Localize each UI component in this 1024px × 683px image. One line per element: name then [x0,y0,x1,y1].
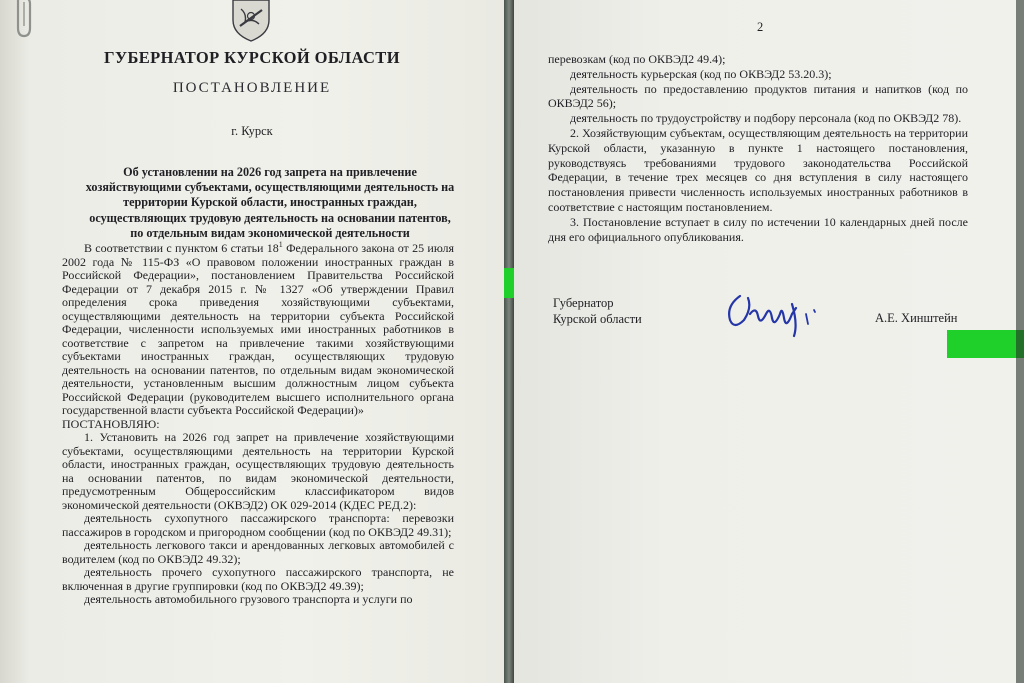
handwritten-signature [722,284,832,339]
signatory-title-line-1: Губернатор [553,296,614,310]
preamble-paragraph [62,238,454,418]
activity-item: деятельность легкового такси и арендованных легковых автомобилей с водителем (код по ОКВЭД2 49.32); [62,538,454,566]
city-label: г. Курск [231,124,273,138]
document-title: Об установлении на 2026 год запрета на привлечение хозяйствующими субъектами, осуществляющими деятельность на территории Курской области, иностранных граждан, осуществляющих трудовую деятельность на основании патентов, по отдельным видам экономической деятельности [85,165,455,240]
signatory-title-line-2: Курской области [553,311,642,326]
activity-item: деятельность прочего сухопутного пассажирского транспорта, не включенная в другие группировки (код по ОКВЭД2 49.39); [62,565,454,593]
item-2-paragraph: 2. Хозяйствующим субъектам, осуществляющим деятельность на территории Курской области, указанную в пункте 1 настоящего постановления, руководствуясь требованиями трудового законодательства Российской Федерации, в течение трех месяцев со дня вступления в силу настоящего постановления привести численность используемых иностранных работников в соответствие с настоящим постановлением. [548,125,968,214]
green-tab-marker [947,330,1024,358]
item-3-paragraph: 3. Постановление вступает в силу по истечении 10 календарных дней после дня его официального опубликования. [548,214,968,244]
document-page-1 [0,0,504,683]
activity-item: деятельность автомобильного грузового транспорта и услуги по [84,592,413,606]
activity-item: деятельность по трудоустройству и подбору персонала (код по ОКВЭД2 78). [570,111,962,126]
activity-item: деятельность курьерская (код по ОКВЭД2 53.20.3); [570,66,832,81]
preamble-text-end: Федерального закона от 25 июля 2002 года № 115-ФЗ «О правовом положении иностранных граждан в Российской Федерации», постановлением Правительства Российской Федерации от 7 декабря 2015 г. № 1327 «Об утверждении Правил определения срока приведения хозяйствующими субъектами, осуществляющими деятельность на территории субъекта Российской Федерации, численности используемых ими иностранных работников в соответствие с запретом на привлечение такими хозяйствующими субъектами иностранных граждан, осуществляющих трудовую деятельность на основании патентов, по отдельным видам экономической деятельности, установленным высшим должностным лицом субъекта Российской Федерации (руководителем высшего исполнительного органа государственной власти субъекта Российской Федерации)» [62,241,454,417]
item-1-paragraph: 1. Установить на 2026 год запрет на привлечение хозяйствующими субъектами, осуществляющими деятельность на территории Курской области, иностранных граждан, осуществляющих трудовую деятельность на основании патентов, по видам экономической деятельности, предусмотренным Общероссийским классификатором видов экономической деятельности (ОКВЭД2) ОК 029-2014 (КДЕС РЕД.2): [62,430,454,512]
paper-clip-icon [8,0,38,40]
issuer-heading: ГУБЕРНАТОР КУРСКОЙ ОБЛАСТИ [104,48,400,67]
resolve-word: ПОСТАНОВЛЯЮ: [62,416,160,431]
activity-item: деятельность сухопутного пассажирского транспорта: перевозки пассажиров в городском и пригородном сообщении (код по ОКВЭД2 49.31); [62,511,454,539]
activity-item: деятельность по предоставлению продуктов питания и напитков (код по ОКВЭД2 56); [548,81,968,111]
article-superscript: 1 [278,240,283,249]
preamble-text-start: В соответствии с пунктом 6 статьи 18 [84,241,279,255]
document-body-page-2 [548,52,968,244]
page-gutter [504,0,514,683]
green-tab-marker [504,268,514,298]
signatory-title [553,296,642,327]
activity-item: перевозкам (код по ОКВЭД2 49.4); [548,52,726,66]
coat-of-arms-icon [227,0,275,42]
page-edge-shadow [1016,0,1024,683]
page-number: 2 [757,20,764,34]
signatory-name: А.Е. Хинштейн [875,311,958,325]
document-body-page-1 [62,238,454,607]
document-type: ПОСТАНОВЛЕНИЕ [172,80,332,96]
